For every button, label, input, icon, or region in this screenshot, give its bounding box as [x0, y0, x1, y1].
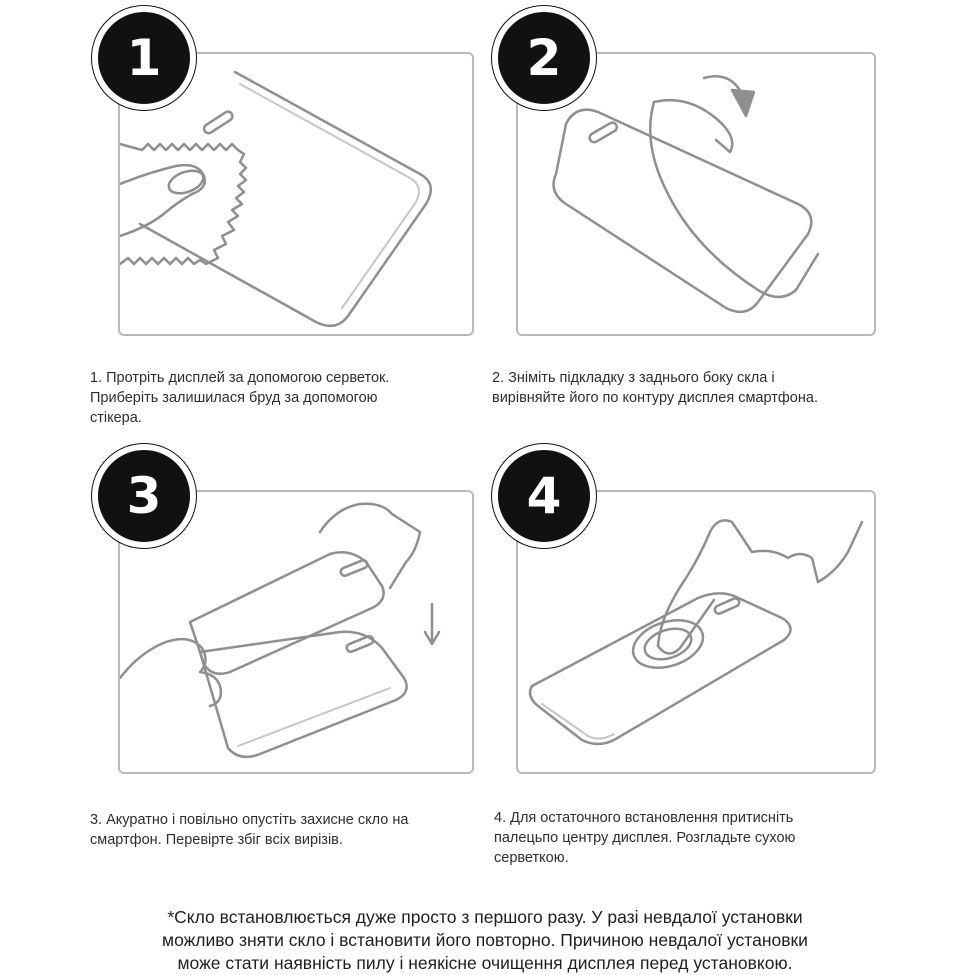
step-2-badge [492, 6, 596, 110]
step-3-badge [92, 444, 196, 548]
step-2-caption: 2. Зніміть підкладку з заднього боку скла і вирівняйте його по контуру дисплея смартфона. [492, 370, 818, 406]
step-4-number: 4 [526, 467, 562, 525]
step-3-caption: 3. Акуратно і повільно опустіть захисне скло на смартфон. Перевірте збіг всіх вирізів. [90, 812, 409, 848]
step-3-number: 3 [126, 467, 162, 525]
step-1-number: 1 [126, 29, 162, 87]
step-1-caption: 1. Протріть дисплей за допомогою серветок. Приберіть залишилася бруд за допомогою стікера. [90, 370, 390, 426]
step-4-badge [492, 444, 596, 548]
step-2-number: 2 [526, 29, 562, 87]
step-4-caption: 4. Для остаточного встановлення притисніть палецьпо центру дисплея. Розгладьте сухою серветкою. [494, 810, 796, 866]
installation-footnote: *Скло встановлюється дуже просто з першого разу. У разі невдалої установки можливо зняти скло і встановити його повторно. Причиною невдалої установки може стати наявність пилу і неякісне очищення дисплея перед установкою. [162, 907, 808, 973]
step-1-badge [92, 6, 196, 110]
